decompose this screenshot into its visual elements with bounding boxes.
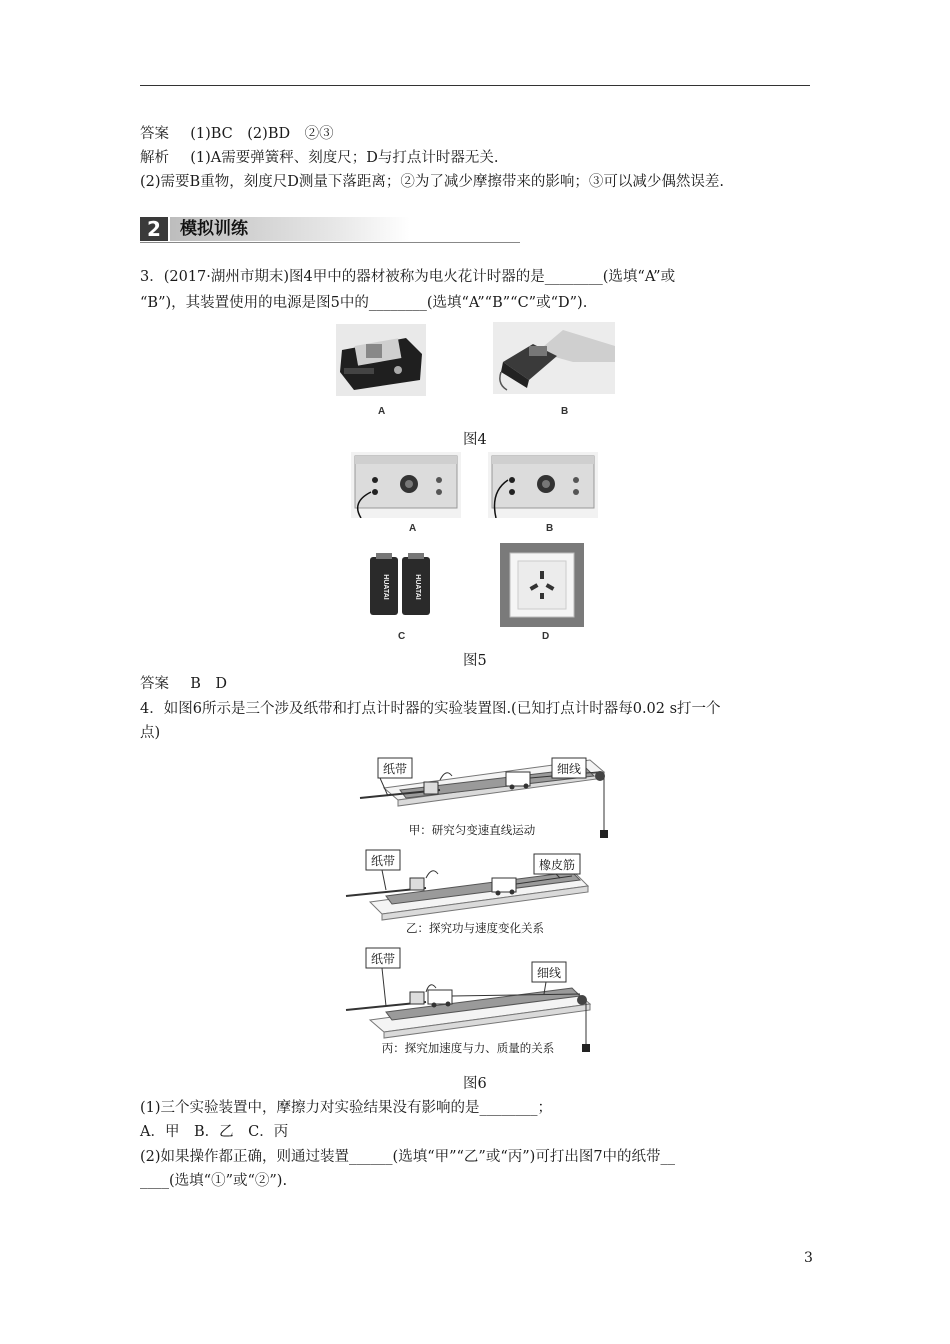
q4-line-2 xyxy=(140,722,160,744)
answer-text: (1)BC (2)BD ②③ xyxy=(190,126,334,142)
answer2-line xyxy=(140,673,227,695)
q4-text-2: 点) xyxy=(140,725,161,741)
q3-line-2 xyxy=(140,292,587,314)
fig6-panel-jia xyxy=(340,752,610,852)
fig4-label-a: A xyxy=(378,406,386,417)
battery-brand-c1: HUATAI xyxy=(382,574,389,600)
q4-sub2-text-2: ____(选填“①”或“②”). xyxy=(140,1173,288,1189)
fig5-photo-b xyxy=(488,452,598,518)
header-rule xyxy=(140,85,810,86)
q4-line-1 xyxy=(140,698,721,720)
fig6-panel-bing xyxy=(340,944,610,1060)
fig5-label-d: D xyxy=(542,631,550,642)
fig5-photo-c xyxy=(366,551,434,617)
fig6-jia-caption: 甲：研究匀变速直线运动 xyxy=(408,823,536,837)
fig6-bing-left-label: 纸带 xyxy=(370,952,396,966)
section-heading xyxy=(140,217,520,243)
q4-sub2-text-1: (2)如果操作都正确，则通过装置______(选填“甲”“乙”或“丙”)可打出图7中的纸带__ xyxy=(140,1149,676,1165)
fig5-photo-a xyxy=(351,452,461,518)
fig4-caption: 图4 xyxy=(463,432,487,448)
fig6-yi-left-label: 纸带 xyxy=(370,854,396,868)
answer-label: 答案 xyxy=(140,126,169,142)
fig6-caption: 图6 xyxy=(463,1076,487,1092)
fig5-label-b: B xyxy=(546,523,554,534)
fig6-panel-yi xyxy=(340,846,600,940)
q4-sub1-options-text: A．甲 B．乙 C．丙 xyxy=(140,1124,289,1140)
fig6-jia-right-label: 细线 xyxy=(556,762,582,776)
analysis-line-1 xyxy=(140,147,498,169)
analysis-text-1: (1)A需要弹簧秤、刻度尺；D与打点计时器无关. xyxy=(190,150,499,166)
q4-sub1-options xyxy=(140,1121,288,1143)
answer2-text: B D xyxy=(190,676,227,692)
fig5-label-a: A xyxy=(409,523,417,534)
q4-text-1: 4．如图6所示是三个涉及纸带和打点计时器的实验装置图.(已知打点计时器每0.02 s打一个 xyxy=(140,701,721,717)
analysis-text-2: (2)需要B重物，刻度尺D测量下落距离；②为了减少摩擦带来的影响；③可以减少偶然误差. xyxy=(140,174,724,190)
q3-line-1 xyxy=(140,266,675,288)
q3-text-1: 3．(2017·湖州市期末)图4甲中的器材被称为电火花计时器的是________(选填“A”或 xyxy=(140,269,676,285)
page-number: 3 xyxy=(804,1250,813,1266)
battery-brand-c2: HUATAI xyxy=(414,574,421,600)
fig6-bing-right-label: 细线 xyxy=(536,966,562,980)
section-title: 模拟训练 xyxy=(180,219,248,239)
q4-sub1-line xyxy=(140,1097,552,1119)
fig5-caption: 图5 xyxy=(463,653,487,669)
fig6-jia-left-label: 纸带 xyxy=(382,762,408,776)
section-rule xyxy=(140,242,520,243)
fig5-photo-d xyxy=(500,543,584,627)
fig4-photo-b xyxy=(493,322,615,394)
fig6-yi-caption: 乙：探究功与速度变化关系 xyxy=(406,921,544,935)
analysis-line-2 xyxy=(140,171,724,193)
fig6-bing-caption: 丙：探究加速度与力、质量的关系 xyxy=(381,1041,555,1055)
section-number: 2 xyxy=(140,217,168,241)
fig5-label-c: C xyxy=(398,631,406,642)
q4-sub1-text: (1)三个实验装置中，摩擦力对实验结果没有影响的是________； xyxy=(140,1100,553,1116)
q4-sub2-line-1 xyxy=(140,1146,675,1168)
answer2-label: 答案 xyxy=(140,676,169,692)
fig4-label-b: B xyxy=(561,406,569,417)
q4-sub2-line-2 xyxy=(140,1170,287,1192)
fig6-yi-right-label: 橡皮筋 xyxy=(538,858,576,872)
q3-text-2: “B”)，其装置使用的电源是图5中的________(选填“A”“B”“C”或“D”). xyxy=(140,295,588,311)
answer-line xyxy=(140,123,334,145)
fig4-photo-a xyxy=(336,324,426,396)
analysis-label: 解析 xyxy=(140,150,169,166)
